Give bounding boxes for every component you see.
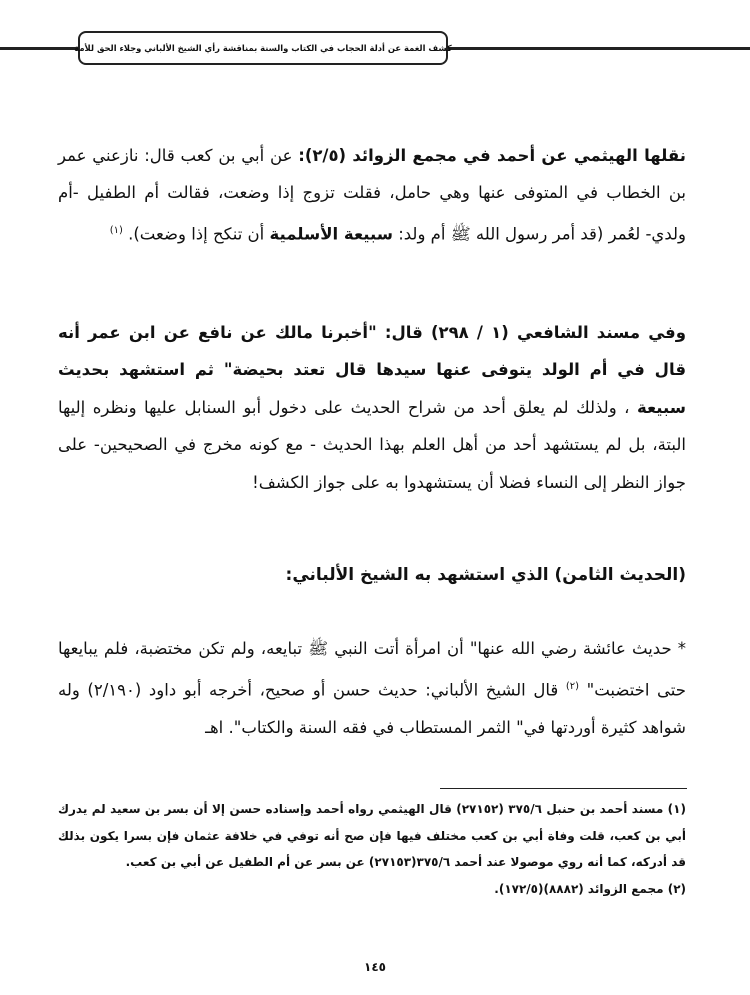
footnote-2: (٢) مجمع الزوائد (٨٨٨٢)(١٧٢/٥). — [494, 881, 686, 896]
paragraph-lead: وفي مسند الشافعي (١ / ٢٩٨) قال: "أخبرنا مالك عن نافع عن ابن عمر أنه قال في أم الولد يتوفى عنها سيدها قال تعتد بحيضة" ثم استشهد بحديث سبيعة — [58, 322, 686, 417]
paragraph-aisha-hadith — [58, 630, 686, 748]
paragraph-emphasis: سبيعة الأسلمية — [269, 224, 393, 243]
paragraph-haythami — [58, 137, 686, 253]
header-rule-right — [448, 47, 750, 50]
paragraph-text-end: أن تنكح إذا وضعت). — [128, 224, 270, 243]
running-header-title: كشف الغمة عن أدلة الحجاب في الكتاب والسنة بمناقشة رأي الشيخ الألباني وجلاء الحق للأمة — [74, 43, 452, 53]
paragraph-text: * حديث عائشة رضي الله عنها" أن امرأة أتت النبي ﷺ تبايعه، ولم تكن مختضبة، فلم يبايعها حتى اختضبت" — [58, 638, 686, 699]
paragraph-text: عن أبي بن كعب قال: نازعني عمر بن الخطاب في المتوفى عنها وهي حامل، فقلت تزوج إذا وضعت، فقالت أم الطفيل -أم ولدي- لعُمر (قد أمر رسول الله ﷺ أم ولد: — [58, 145, 686, 243]
running-header — [74, 31, 452, 65]
header-rule-left — [0, 47, 80, 50]
footnotes — [58, 796, 686, 902]
footnote-ref-2[interactable]: (٢) — [565, 680, 580, 692]
paragraph-shafii — [58, 314, 686, 502]
paragraph-lead: نقلها الهيثمي عن أحمد في مجمع الزوائد (٢/٥): — [298, 145, 686, 165]
paragraph-text: ، ولذلك لم يعلق أحد من شراح الحديث على دخول أبو السنابل عليها ونظره إليها البتة، بل لم يستشهد أحد من أهل العلم بهذا الحديث - مع كونه مخرج في الصحيحين- على جواز النظر إلى النساء فضلا أن يستشهدوا به على جواز الكشف! — [58, 397, 686, 492]
footnote-1: (١) مسند أحمد بن حنبل ٣٧٥/٦ (٢٧١٥٢) قال الهيثمي رواه أحمد وإسناده حسن إلا أن بسر بن سعيد لم يدرك أبي بن كعب، قلت وفاة أبي بن كعب مختلف فيها فإن صح أنه توفي في خلافة عثمان فإن بسرا يكون بذلك قد أدركه، كما أنه روي موصولا عند أحمد ٣٧٥/٦(٢٧١٥٣) عن بسر عن أم الطفيل عن أبي بن كعب. — [58, 802, 686, 869]
footnote-ref-1[interactable]: (١) — [109, 224, 123, 236]
section-heading: (الحديث الثامن) الذي استشهد به الشيخ الألباني: — [285, 565, 686, 585]
footnote-separator — [440, 788, 687, 789]
paragraph-text-end: قال الشيخ الألباني: حديث حسن أو صحيح، أخرجه أبو داود (٢/١٩٠) وله شواهد كثيرة أوردتها في" الثمر المستطاب في فقه السنة والكتاب". اهـ — [58, 680, 686, 737]
page-number: ١٤٥ — [364, 960, 386, 974]
